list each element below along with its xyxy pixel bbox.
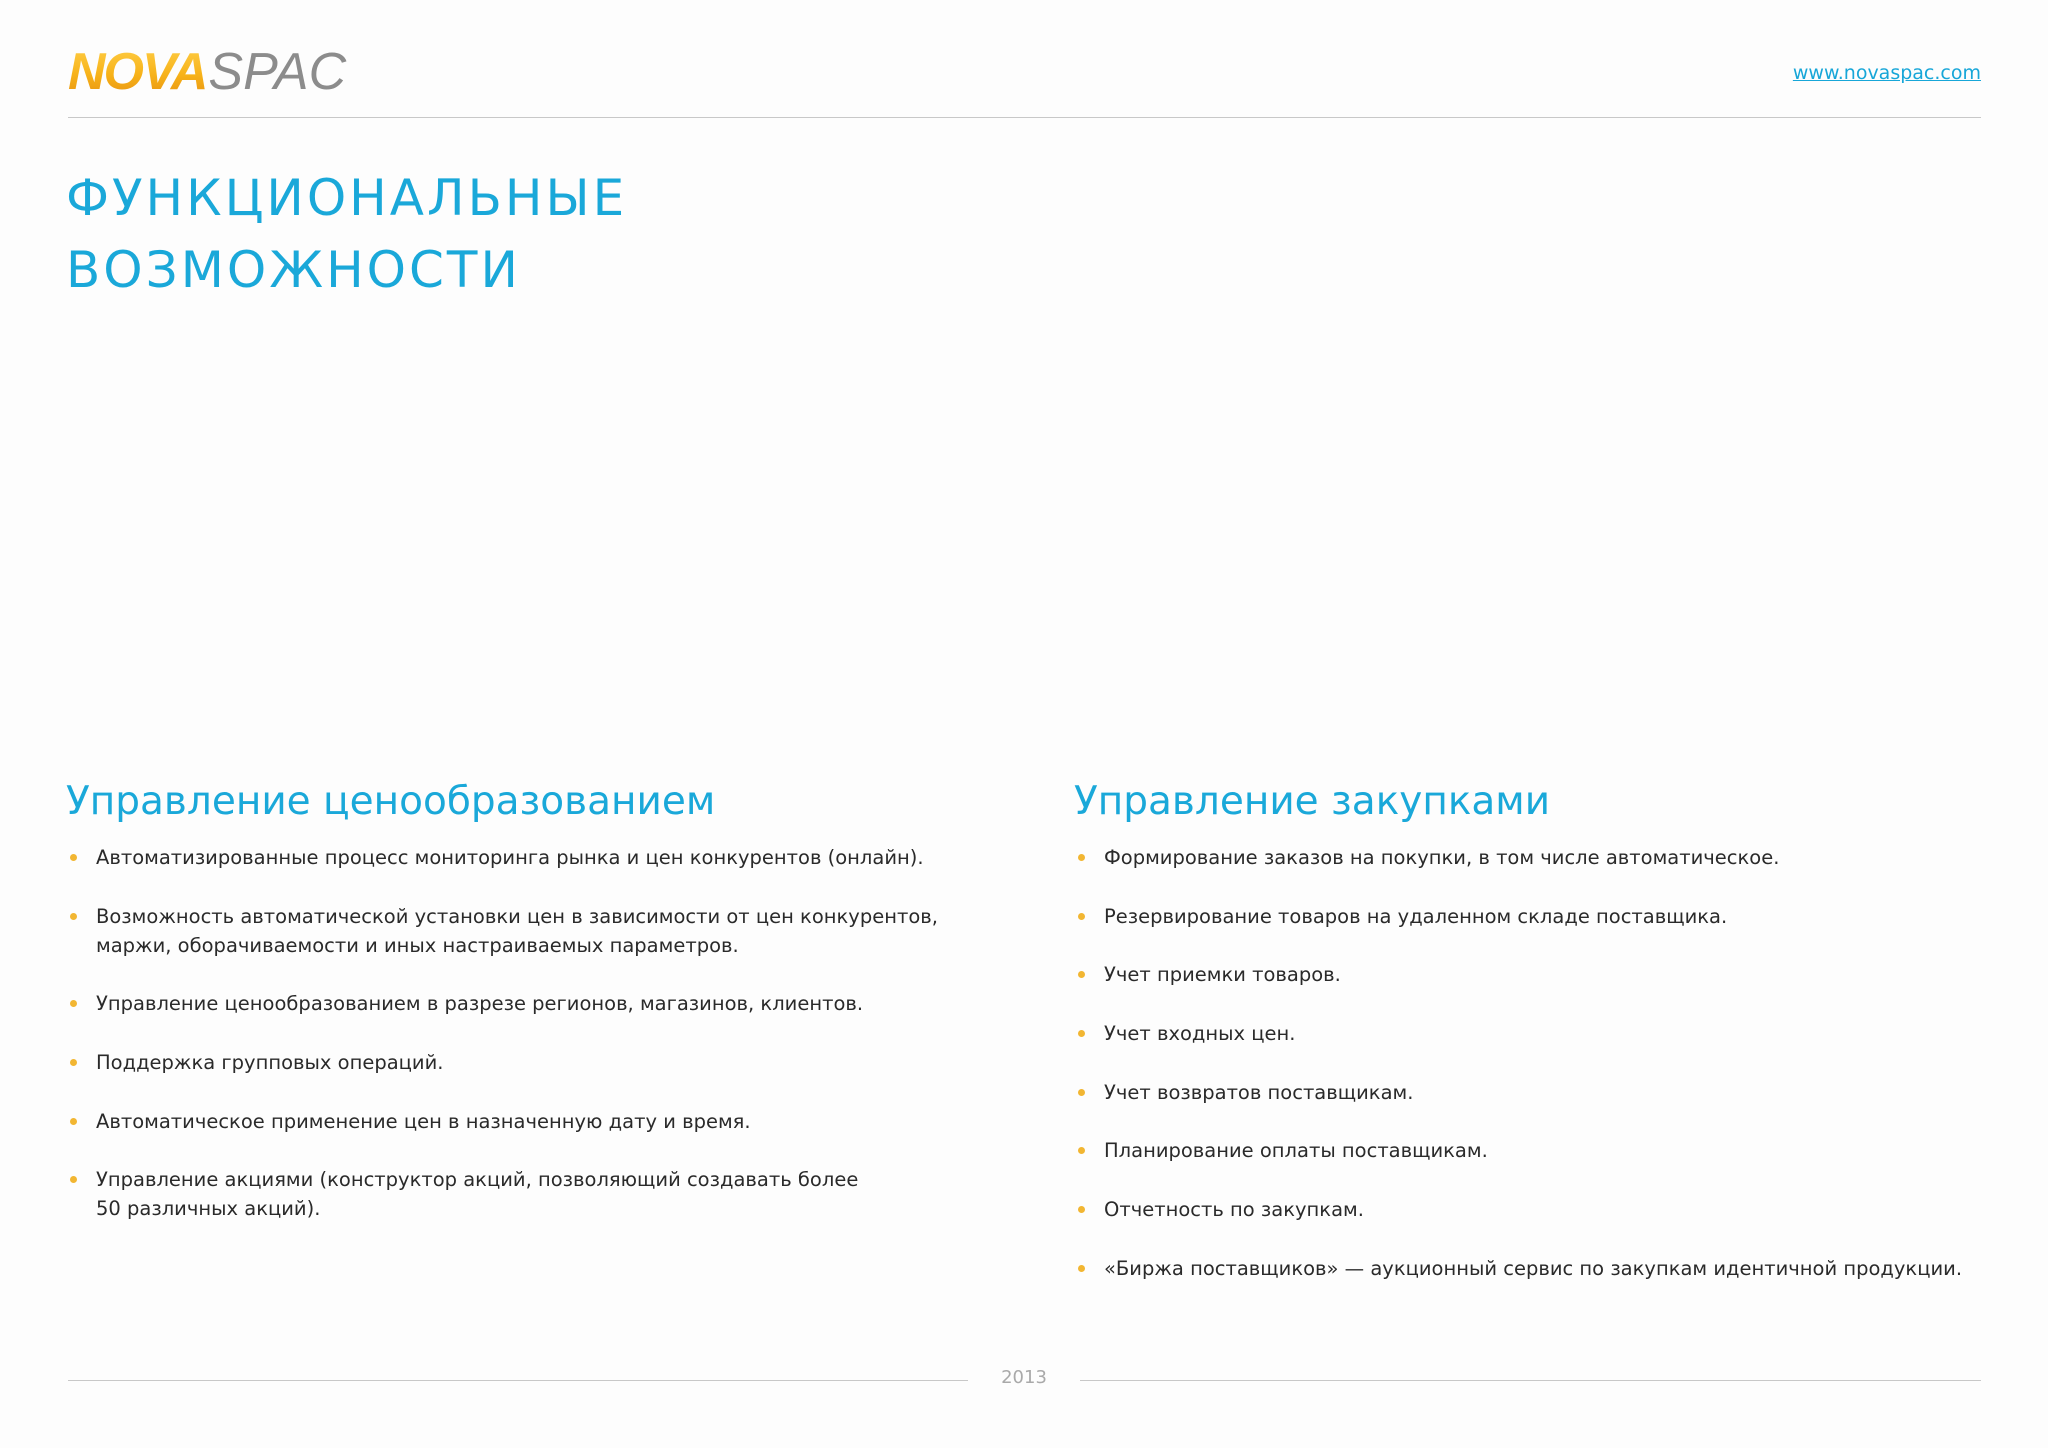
bullet-icon xyxy=(1078,1265,1085,1272)
page-title-line-2: ВОЗМОЖНОСТИ xyxy=(66,241,521,299)
website-link[interactable]: www.novaspac.com xyxy=(1792,62,1981,84)
header-divider xyxy=(68,117,1981,118)
list-item xyxy=(1074,1195,1974,1224)
list-item xyxy=(66,902,966,960)
list-item-text: Управление акциями (конструктор акций, позволяющий создавать более 50 различных акций). xyxy=(96,1168,859,1220)
bullet-icon xyxy=(70,1000,77,1007)
page-title-line-1: ФУНКЦИОНАЛЬНЫЕ xyxy=(66,169,628,227)
list-item xyxy=(66,989,966,1018)
footer-divider-right xyxy=(1080,1380,1981,1381)
pricing-management-section xyxy=(66,772,986,1220)
list-item xyxy=(66,1048,966,1077)
list-item xyxy=(1074,902,1974,931)
bullet-icon xyxy=(70,1059,77,1066)
list-item xyxy=(1074,960,1974,989)
list-item xyxy=(66,843,966,872)
bullet-icon xyxy=(1078,971,1085,978)
list-item xyxy=(66,1107,966,1136)
list-item-text: Поддержка групповых операций. xyxy=(96,1051,444,1074)
bullet-icon xyxy=(1078,913,1085,920)
bullet-icon xyxy=(70,854,77,861)
footer-year: 2013 xyxy=(1001,1367,1047,1388)
bullet-icon xyxy=(1078,854,1085,861)
list-item xyxy=(1074,1254,1974,1283)
bullet-icon xyxy=(70,1118,77,1125)
page-title xyxy=(66,162,627,306)
list-item-text: Отчетность по закупкам. xyxy=(1104,1198,1364,1221)
list-item-text: Возможность автоматической установки цен в зависимости от цен конкурентов, маржи, оборачиваемости и иных настраиваемых параметров. xyxy=(96,905,938,957)
list-item xyxy=(1074,843,1974,872)
bullet-icon xyxy=(1078,1089,1085,1096)
logo-spac-text: SPAC xyxy=(208,43,347,101)
list-item-text: Автоматическое применение цен в назначенную дату и время. xyxy=(96,1110,751,1133)
procurement-management-section xyxy=(1074,772,1994,1280)
bullet-icon xyxy=(1078,1147,1085,1154)
list-item xyxy=(1074,1136,1974,1165)
list-item-text: Резервирование товаров на удаленном складе поставщика. xyxy=(1104,905,1728,928)
list-item-text: Учет возвратов поставщикам. xyxy=(1104,1081,1414,1104)
footer-divider-left xyxy=(68,1380,968,1381)
list-item-text: Учет приемки товаров. xyxy=(1104,963,1341,986)
list-item-text: «Биржа поставщиков» — аукционный сервис по закупкам идентичной продукции. xyxy=(1104,1257,1963,1280)
list-item xyxy=(1074,1019,1974,1048)
list-item-text: Планирование оплаты поставщикам. xyxy=(1104,1139,1488,1162)
bullet-icon xyxy=(1078,1030,1085,1037)
list-item-text: Формирование заказов на покупки, в том числе автоматическое. xyxy=(1104,846,1780,869)
list-item-text: Учет входных цен. xyxy=(1104,1022,1296,1045)
list-item-text: Управление ценообразованием в разрезе регионов, магазинов, клиентов. xyxy=(96,992,864,1015)
list-item xyxy=(1074,1078,1974,1107)
novaspac-logo xyxy=(68,44,346,100)
procurement-management-heading: Управление закупками xyxy=(1074,779,1551,824)
pricing-management-heading: Управление ценообразованием xyxy=(66,779,716,824)
list-item xyxy=(66,1165,966,1223)
bullet-icon xyxy=(70,1176,77,1183)
logo-nova-text: NOVA xyxy=(68,43,207,101)
list-item-text: Автоматизированные процесс мониторинга рынка и цен конкурентов (онлайн). xyxy=(96,846,924,869)
bullet-icon xyxy=(1078,1206,1085,1213)
bullet-icon xyxy=(70,913,77,920)
